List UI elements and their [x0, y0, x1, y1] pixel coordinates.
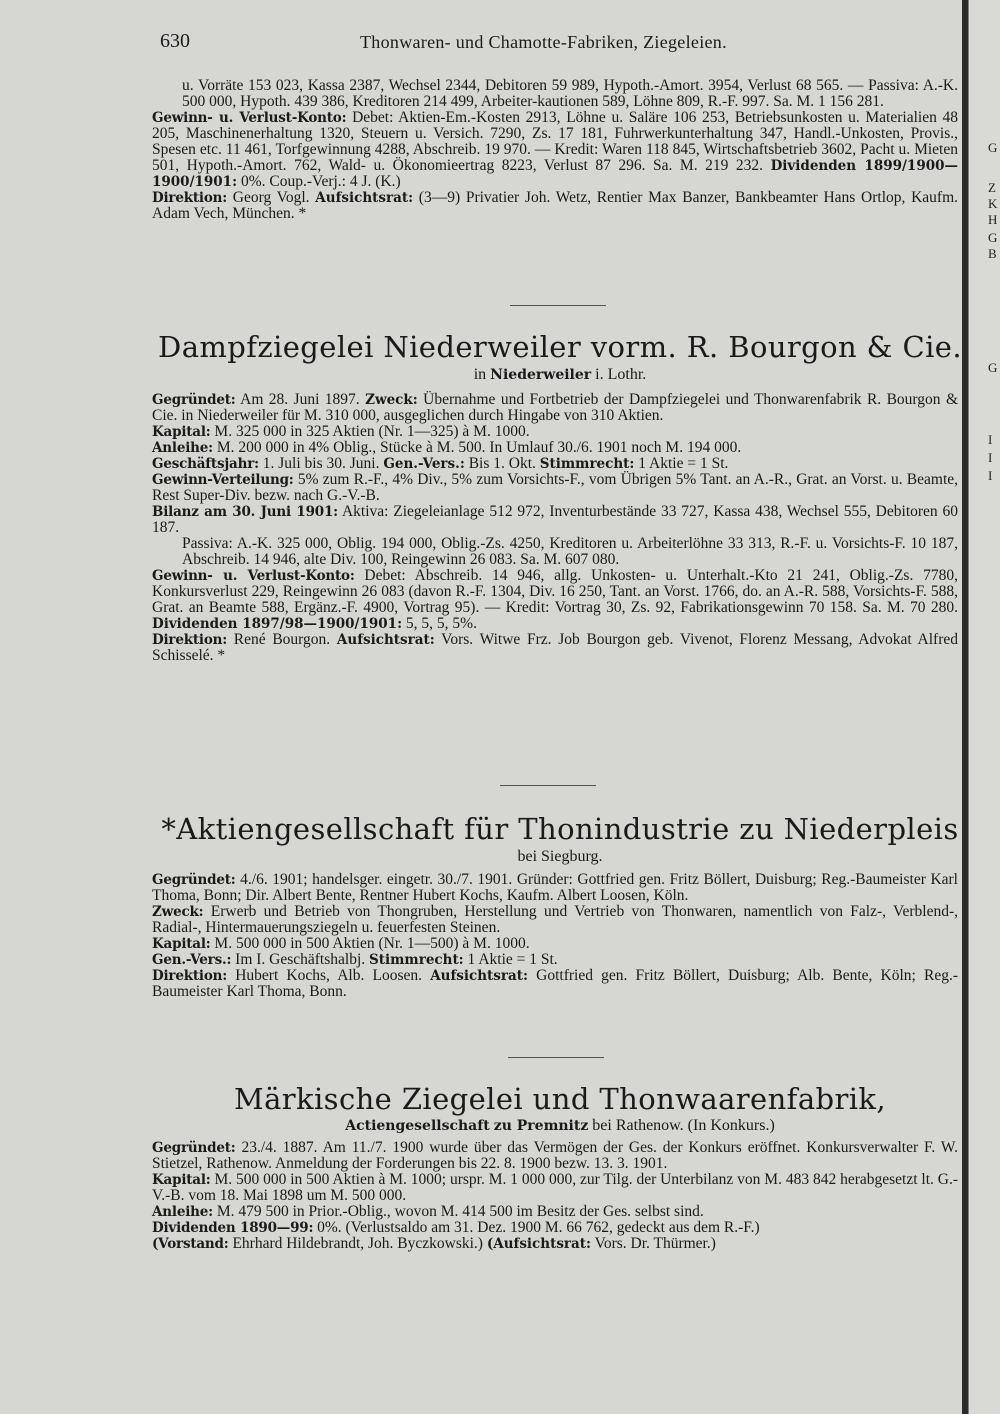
entry-line: Passiva: A.-K. 325 000, Oblig. 194 000, Oblig.-Zs. 4250, Kreditoren u. Arbeiterlöhne 33 313, R.-F. u. Vorsichts-F. 10 187, Abschreib. 14 946, alte Div. 100, Reingewinn 26 083. Sa. M. 607 080. — [182, 535, 958, 568]
entry-line: Kapital: M. 500 000 in 500 Aktien à M. 1000; urspr. M. 1 000 000, zur Tilg. der Unterbilanz von M. 483 842 herabgesetzt lt. G.-V.-B. vom 18. Mai 1898 um M. 500 000. — [152, 1171, 958, 1204]
entry-line: (Vorstand: Ehrhard Hildebrandt, Joh. Byczkowski.) (Aufsichtsrat: Vors. Dr. Thürmer.) — [152, 1235, 716, 1252]
entry-line: Gen.-Vers.: Im I. Geschäftshalbj. Stimmrecht: 1 Aktie = 1 St. — [152, 951, 558, 968]
entry-title: Märkische Ziegelei und Thonwaarenfabrik, — [233, 1082, 887, 1116]
entry-line: u. Vorräte 153 023, Kassa 2387, Wechsel 2344, Debitoren 59 989, Hypoth.-Amort. 3954, Verlust 68 565. — Passiva: A.-K. 500 000, Hypoth. 439 386, Kreditoren 214 499, Arbeiter-kautionen 589, Löhne 809, R.-F. 997. Sa. M. 1 156 281. — [182, 77, 958, 110]
entry-line: Gegründet: 4./6. 1901; handelsger. eingetr. 30./7. 1901. Gründer: Gottfried gen. Fritz Böllert, Duisburg; Reg.-Baumeister Karl Thoma, Bonn; Dir. Albert Bente, Rentner Hubert Kochs, Kaufm. Albert Loosen, Köln. — [152, 871, 958, 904]
running-head: Thonwaren- und Chamotte-Fabriken, Ziegeleien. — [360, 32, 727, 52]
edge-mark: H — [988, 212, 998, 227]
entry-line: Kapital: M. 500 000 in 500 Aktien (Nr. 1—500) à M. 1000. — [152, 935, 530, 952]
entry-line: Gegründet: Am 28. Juni 1897. Zweck: Übernahme und Fortbetrieb der Dampfziegelei und Thonwarenfabrik R. Bourgon & Cie. in Niederweiler für M. 310 000, ausgeglichen durch Hingabe von 310 Aktien. — [152, 391, 959, 424]
section-divider — [510, 305, 606, 306]
entry-subtitle: in Niederweiler i. Lothr. — [473, 366, 647, 383]
edge-mark: Z — [988, 180, 996, 195]
entry-line: Gewinn- u. Verlust-Konto: Debet: Aktien-Em.-Kosten 2913, Löhne u. Saläre 106 253, Betriebsunkosten u. Materialien 48 205, Maschinenerhaltung 1320, Steuern u. Versich. 7290, Zs. 17 181, Fuhrwerkunterhaltung 347, Handl.-Unkosten, Provis., Spesen etc. 11 461, Torfgewinnung 4288, Abschreib. 19 970. — Kredit: Waren 118 845, Wirtschaftsbetrieb 3602, Pacht u. Mieten 501, Hypoth.-Amort. 762, Wald- u. Ökonomieertrag 8223, Verlust 87 296. Sa. M. 219 232. Dividenden 1899/1900—1900/1901: 0%. Coup.-Verj.: 4 J. (K.) — [152, 109, 959, 190]
entry-line: Direktion: Georg Vogl. Aufsichtsrat: (3—9) Privatier Joh. Wetz, Rentier Max Banzer, Bankbeamter Hans Ortlop, Kaufm. Adam Vech, München. * — [152, 189, 959, 222]
entry-line: Direktion: Hubert Kochs, Alb. Loosen. Aufsichtsrat: Gottfried gen. Fritz Böllert, Duisburg; Alb. Bente, Köln; Reg.-Baumeister Karl Thoma, Bonn. — [152, 967, 959, 1000]
entry-line: Bilanz am 30. Juni 1901: Aktiva: Ziegeleianlage 512 972, Inventurbestände 33 727, Kassa 438, Wechsel 555, Debitoren 60 187. — [152, 503, 958, 536]
page-number: 630 — [160, 30, 190, 52]
entry-line: Anleihe: M. 479 500 in Prior.-Oblig., wovon M. 414 500 im Besitz der Ges. selbst sind. — [152, 1203, 704, 1220]
entry-line: Gewinn-Verteilung: 5% zum R.-F., 4% Div., 5% zum Vorsichts-F., vom Übrigen 5% Tant. an A.-R., Grat. an Vorst. u. Beamte, Rest Super-Div. bezw. nach G.-V.-B. — [152, 471, 959, 504]
page-header — [160, 30, 940, 58]
entry-body — [152, 1140, 958, 1252]
edge-mark: G — [988, 140, 998, 155]
edge-mark: K — [988, 196, 998, 211]
edge-mark: I — [988, 450, 993, 465]
entry-line: Geschäftsjahr: 1. Juli bis 30. Juni. Gen.-Vers.: Bis 1. Okt. Stimmrecht: 1 Aktie = 1 St. — [152, 455, 729, 472]
entry-line: Gewinn- u. Verlust-Konto: Debet: Abschreib. 14 946, allg. Unkosten- u. Unterhalt.-Kto 21 241, Oblig.-Zs. 7780, Konkursverlust 229, Reingewinn 26 083 (davon R.-F. 1304, Div. 16 250, Tant. an Vorst. 1766, do. an A.-R. 588, Vorsichts-F. 588, Grat. an Beamte 588, Ergänz.-F. 4900, Vortrag 95). — Kredit: Vortrag 30, Zs. 92, Fabrikationsgewinn 70 158. Sa. M. 70 280. Dividenden 1897/98—1900/1901: 5, 5, 5, 5%. — [152, 567, 958, 632]
entry-body — [152, 872, 958, 1000]
edge-mark: I — [988, 468, 993, 483]
entry-continuation — [152, 78, 958, 222]
entry-line: Dividenden 1890—99: 0%. (Verlustsaldo am 31. Dez. 1900 M. 66 762, gedeckt aus dem R.-F.) — [152, 1219, 760, 1236]
section-divider — [508, 1057, 604, 1058]
entry-subtitle: Actiengesellschaft zu Premnitz bei Rathenow. (In Konkurs.) — [345, 1117, 775, 1134]
edge-mark: B — [988, 246, 997, 261]
entry-line: Gegründet: 23./4. 1887. Am 11./7. 1900 wurde über das Vermögen der Ges. der Konkurs eröffnet. Konkursverwalter F. W. Stietzel, Rathenow. Anmeldung der Forderungen bis 22. 8. 1900 bezw. 13. 3. 1901. — [152, 1139, 959, 1172]
entry-line: Kapital: M. 325 000 in 325 Aktien (Nr. 1—325) à M. 1000. — [152, 423, 530, 440]
entry-title: *Aktiengesellschaft für Thonindustrie zu Niederpleis — [161, 812, 959, 846]
entry-line: Zweck: Erwerb und Betrieb von Thongruben, Herstellung und Vertrieb von Thonwaren, namentlich von Falz-, Verblend-, Radial-, Hintermauerungsziegeln u. feuerfesten Steinen. — [152, 903, 958, 936]
entry-subtitle: bei Siegburg. — [517, 848, 603, 865]
edge-mark: G — [988, 230, 998, 245]
section-divider — [500, 785, 596, 786]
entry-body — [152, 392, 958, 664]
entry-line: Anleihe: M. 200 000 in 4% Oblig., Stücke à M. 500. In Umlauf 30./6. 1901 noch M. 194 000. — [152, 439, 742, 456]
edge-mark: G — [988, 360, 998, 375]
edge-mark: I — [988, 432, 993, 447]
entry-title: Dampfziegelei Niederweiler vorm. R. Bourgon & Cie. — [158, 330, 962, 364]
entry-line: Direktion: René Bourgon. Aufsichtsrat: Vors. Witwe Frz. Job Bourgon geb. Vivenot, Florenz Messang, Advokat Alfred Schisselé. * — [152, 631, 958, 664]
